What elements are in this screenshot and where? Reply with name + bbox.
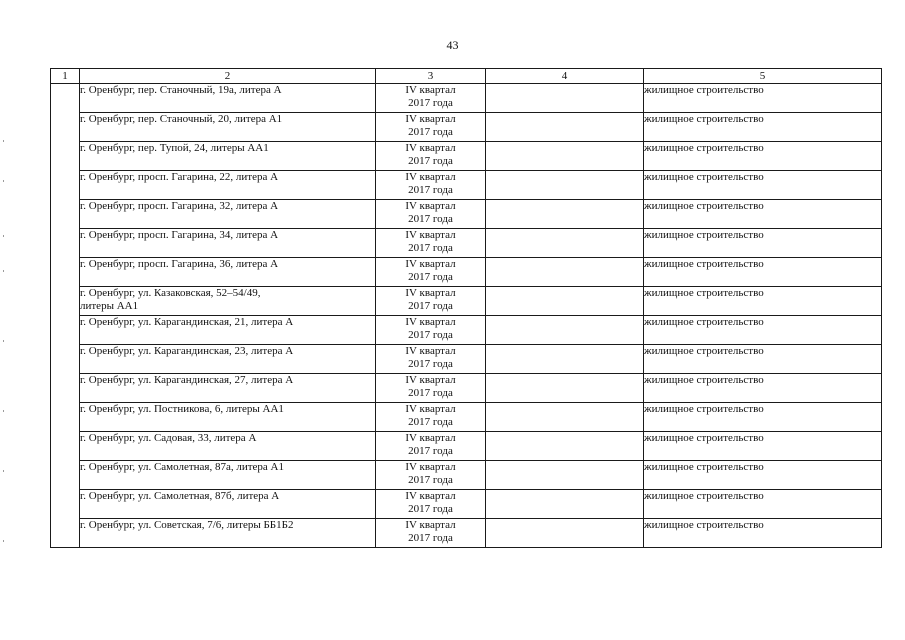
row-number-cell: [51, 171, 80, 200]
row-number-cell: [51, 519, 80, 548]
period-cell: [376, 200, 486, 229]
period-cell: [376, 461, 486, 490]
address-text: г. Оренбург, ул. Постникова, 6, литеры АА1: [80, 403, 284, 415]
table-row: [51, 432, 882, 461]
purpose-cell: жилищное строительство: [644, 229, 882, 258]
period-cell: [376, 432, 486, 461]
address-text: г. Оренбург, ул. Карагандинская, 27, литера А: [80, 374, 294, 386]
period-quarter: IV квартал: [405, 142, 456, 154]
period-quarter: IV квартал: [405, 171, 456, 183]
row-number-cell: [51, 84, 80, 113]
address-cell: [80, 374, 376, 403]
period-quarter: IV квартал: [405, 403, 456, 415]
period-quarter: IV квартал: [405, 229, 456, 241]
table-row: [51, 142, 882, 171]
address-cell: [80, 490, 376, 519]
row-number-cell: [51, 374, 80, 403]
period-year: 2017 года: [408, 474, 453, 486]
row-number-cell: [51, 490, 80, 519]
header-col-2: 2: [80, 69, 376, 84]
header-col-1: 1: [51, 69, 80, 84]
period-quarter: IV квартал: [405, 287, 456, 299]
period-cell: [376, 316, 486, 345]
period-year: 2017 года: [408, 97, 453, 109]
period-year: 2017 года: [408, 532, 453, 544]
purpose-cell: жилищное строительство: [644, 316, 882, 345]
purpose-cell: жилищное строительство: [644, 403, 882, 432]
table-row: [51, 84, 882, 113]
purpose-cell: жилищное строительство: [644, 432, 882, 461]
period-year: 2017 года: [408, 503, 453, 515]
address-cell: [80, 519, 376, 548]
scan-artifact-dots: [3, 140, 5, 580]
period-quarter: IV квартал: [405, 316, 456, 328]
period-cell: [376, 229, 486, 258]
address-text: г. Оренбург, просп. Гагарина, 22, литера А: [80, 171, 279, 183]
period-year: 2017 года: [408, 155, 453, 167]
period-cell: [376, 519, 486, 548]
period-cell: [376, 403, 486, 432]
table-row: [51, 258, 882, 287]
period-year: 2017 года: [408, 242, 453, 254]
empty-col4-cell: [486, 287, 644, 316]
period-year: 2017 года: [408, 416, 453, 428]
table-row: [51, 171, 882, 200]
empty-col4-cell: [486, 519, 644, 548]
purpose-cell: жилищное строительство: [644, 374, 882, 403]
purpose-cell: жилищное строительство: [644, 113, 882, 142]
table-row: [51, 229, 882, 258]
purpose-cell: жилищное строительство: [644, 84, 882, 113]
period-year: 2017 года: [408, 358, 453, 370]
table-row: [51, 316, 882, 345]
period-cell: [376, 490, 486, 519]
header-row: [51, 69, 882, 84]
period-quarter: IV квартал: [405, 258, 456, 270]
row-number-cell: [51, 200, 80, 229]
period-year: 2017 года: [408, 329, 453, 341]
table-row: [51, 519, 882, 548]
empty-col4-cell: [486, 171, 644, 200]
address-text: г. Оренбург, ул. Карагандинская, 21, литера А: [80, 316, 294, 328]
address-text: г. Оренбург, пер. Тупой, 24, литеры АА1: [80, 142, 269, 154]
header-col-3: 3: [376, 69, 486, 84]
address-cell: [80, 200, 376, 229]
purpose-cell: жилищное строительство: [644, 142, 882, 171]
address-cell: [80, 113, 376, 142]
address-text: г. Оренбург, пер. Станочный, 19а, литера А: [80, 84, 282, 96]
period-quarter: IV квартал: [405, 490, 456, 502]
address-text-line2: литеры АА1: [80, 300, 139, 312]
period-quarter: IV квартал: [405, 113, 456, 125]
empty-col4-cell: [486, 345, 644, 374]
land-plots-table: [50, 68, 882, 548]
period-year: 2017 года: [408, 445, 453, 457]
address-cell: [80, 432, 376, 461]
empty-col4-cell: [486, 142, 644, 171]
period-year: 2017 года: [408, 300, 453, 312]
address-cell: [80, 316, 376, 345]
purpose-cell: жилищное строительство: [644, 345, 882, 374]
address-cell: [80, 258, 376, 287]
address-text: г. Оренбург, ул. Садовая, 33, литера А: [80, 432, 257, 444]
row-number-cell: [51, 345, 80, 374]
purpose-cell: жилищное строительство: [644, 258, 882, 287]
empty-col4-cell: [486, 258, 644, 287]
period-cell: [376, 113, 486, 142]
purpose-cell: жилищное строительство: [644, 200, 882, 229]
period-quarter: IV квартал: [405, 432, 456, 444]
address-cell: [80, 287, 376, 316]
empty-col4-cell: [486, 200, 644, 229]
address-text: г. Оренбург, ул. Самолетная, 87б, литера А: [80, 490, 280, 502]
address-cell: [80, 229, 376, 258]
period-cell: [376, 374, 486, 403]
empty-col4-cell: [486, 316, 644, 345]
table-row: [51, 374, 882, 403]
empty-col4-cell: [486, 403, 644, 432]
period-quarter: IV квартал: [405, 374, 456, 386]
purpose-cell: жилищное строительство: [644, 287, 882, 316]
purpose-cell: жилищное строительство: [644, 490, 882, 519]
empty-col4-cell: [486, 374, 644, 403]
address-cell: [80, 84, 376, 113]
address-text: г. Оренбург, ул. Советская, 7/6, литеры ББ1Б2: [80, 519, 294, 531]
table-row: [51, 403, 882, 432]
address-cell: [80, 403, 376, 432]
period-year: 2017 года: [408, 387, 453, 399]
table-row: [51, 490, 882, 519]
empty-col4-cell: [486, 490, 644, 519]
table-row: [51, 200, 882, 229]
period-quarter: IV квартал: [405, 345, 456, 357]
address-text: г. Оренбург, пер. Станочный, 20, литера А1: [80, 113, 283, 125]
period-year: 2017 года: [408, 271, 453, 283]
header-col-4: 4: [486, 69, 644, 84]
address-cell: [80, 461, 376, 490]
address-text: г. Оренбург, ул. Казаковская, 52–54/49,: [80, 287, 261, 299]
address-cell: [80, 345, 376, 374]
period-cell: [376, 258, 486, 287]
period-quarter: IV квартал: [405, 519, 456, 531]
row-number-cell: [51, 287, 80, 316]
address-text: г. Оренбург, просп. Гагарина, 36, литера А: [80, 258, 279, 270]
period-quarter: IV квартал: [405, 461, 456, 473]
period-year: 2017 года: [408, 184, 453, 196]
purpose-cell: жилищное строительство: [644, 171, 882, 200]
address-text: г. Оренбург, ул. Карагандинская, 23, литера А: [80, 345, 294, 357]
header-col-5: 5: [644, 69, 882, 84]
period-cell: [376, 84, 486, 113]
period-year: 2017 года: [408, 213, 453, 225]
period-cell: [376, 287, 486, 316]
row-number-cell: [51, 461, 80, 490]
address-text: г. Оренбург, просп. Гагарина, 32, литера А: [80, 200, 279, 212]
empty-col4-cell: [486, 84, 644, 113]
period-cell: [376, 345, 486, 374]
period-year: 2017 года: [408, 126, 453, 138]
table-row: [51, 461, 882, 490]
purpose-cell: жилищное строительство: [644, 461, 882, 490]
period-quarter: IV квартал: [405, 84, 456, 96]
purpose-cell: жилищное строительство: [644, 519, 882, 548]
address-cell: [80, 142, 376, 171]
address-cell: [80, 171, 376, 200]
empty-col4-cell: [486, 229, 644, 258]
row-number-cell: [51, 229, 80, 258]
row-number-cell: [51, 142, 80, 171]
table-row: [51, 345, 882, 374]
row-number-cell: [51, 113, 80, 142]
row-number-cell: [51, 258, 80, 287]
empty-col4-cell: [486, 461, 644, 490]
table-body: [51, 84, 882, 548]
address-text: г. Оренбург, ул. Самолетная, 87а, литера А1: [80, 461, 285, 473]
page-number: 43: [446, 38, 459, 52]
empty-col4-cell: [486, 113, 644, 142]
period-quarter: IV квартал: [405, 200, 456, 212]
period-cell: [376, 142, 486, 171]
row-number-cell: [51, 432, 80, 461]
period-cell: [376, 171, 486, 200]
table-row: [51, 113, 882, 142]
table-row: [51, 287, 882, 316]
address-text: г. Оренбург, просп. Гагарина, 34, литера А: [80, 229, 279, 241]
empty-col4-cell: [486, 432, 644, 461]
row-number-cell: [51, 316, 80, 345]
row-number-cell: [51, 403, 80, 432]
